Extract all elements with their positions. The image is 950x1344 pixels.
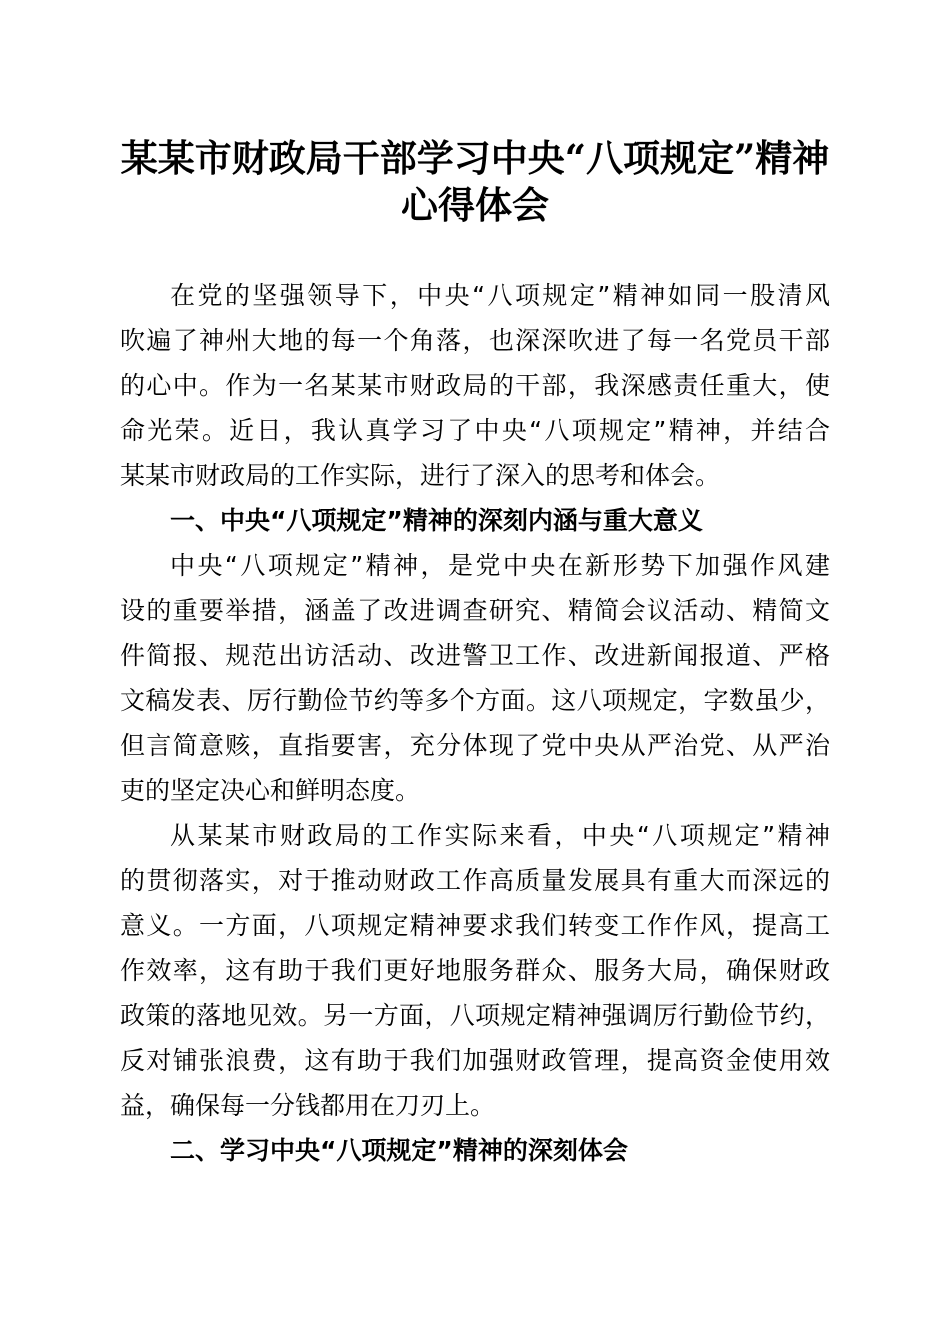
paragraph-2-line: 吏的坚定决心和鲜明态度。 bbox=[120, 776, 421, 805]
paragraph-3-line: 从某某市财政局的工作实际来看，中央“八项规定”精神 bbox=[170, 821, 830, 850]
section-heading-1: 一、中央“八项规定”精神的深刻内涵与重大意义 bbox=[170, 506, 703, 535]
paragraph-1-line: 命光荣。近日，我认真学习了中央“八项规定”精神，并结合 bbox=[120, 416, 830, 445]
paragraph-1-line: 在党的坚强领导下，中央“八项规定”精神如同一股清风 bbox=[170, 281, 830, 310]
paragraph-3-line: 反对铺张浪费，这有助于我们加强财政管理，提高资金使用效 bbox=[120, 1046, 830, 1075]
paragraph-2-line: 设的重要举措，涵盖了改进调查研究、精简会议活动、精简文 bbox=[120, 596, 830, 625]
paragraph-1-line: 的心中。作为一名某某市财政局的干部，我深感责任重大，使 bbox=[120, 371, 830, 400]
paragraph-3-line: 政策的落地见效。另一方面，八项规定精神强调厉行勤俭节约， bbox=[120, 1001, 830, 1030]
paragraph-1-line: 某某市财政局的工作实际，进行了深入的思考和体会。 bbox=[120, 461, 721, 490]
paragraph-2-line: 中央“八项规定”精神，是党中央在新形势下加强作风建 bbox=[170, 551, 830, 580]
paragraph-1-line: 吹遍了神州大地的每一个角落，也深深吹进了每一名党员干部 bbox=[120, 326, 830, 355]
paragraph-3-line: 的贯彻落实，对于推动财政工作高质量发展具有重大而深远的 bbox=[120, 866, 830, 895]
paragraph-3-line: 益，确保每一分钱都用在刀刃上。 bbox=[120, 1091, 496, 1120]
paragraph-2-line: 件简报、规范出访活动、改进警卫工作、改进新闻报道、严格 bbox=[120, 641, 830, 670]
document-title-line-2: 心得体会 bbox=[401, 183, 549, 227]
paragraph-2-line: 但言简意赅，直指要害，充分体现了党中央从严治党、从严治 bbox=[120, 731, 830, 760]
section-heading-2: 二、学习中央“八项规定”精神的深刻体会 bbox=[170, 1136, 628, 1165]
paragraph-3-line: 意义。一方面，八项规定精神要求我们转变工作作风，提高工 bbox=[120, 911, 830, 940]
paragraph-3-line: 作效率，这有助于我们更好地服务群众、服务大局，确保财政 bbox=[120, 956, 830, 985]
document-title-line-1: 某某市财政局干部学习中央“八项规定”精神 bbox=[120, 136, 830, 180]
paragraph-2-line: 文稿发表、厉行勤俭节约等多个方面。这八项规定，字数虽少， bbox=[120, 686, 830, 715]
